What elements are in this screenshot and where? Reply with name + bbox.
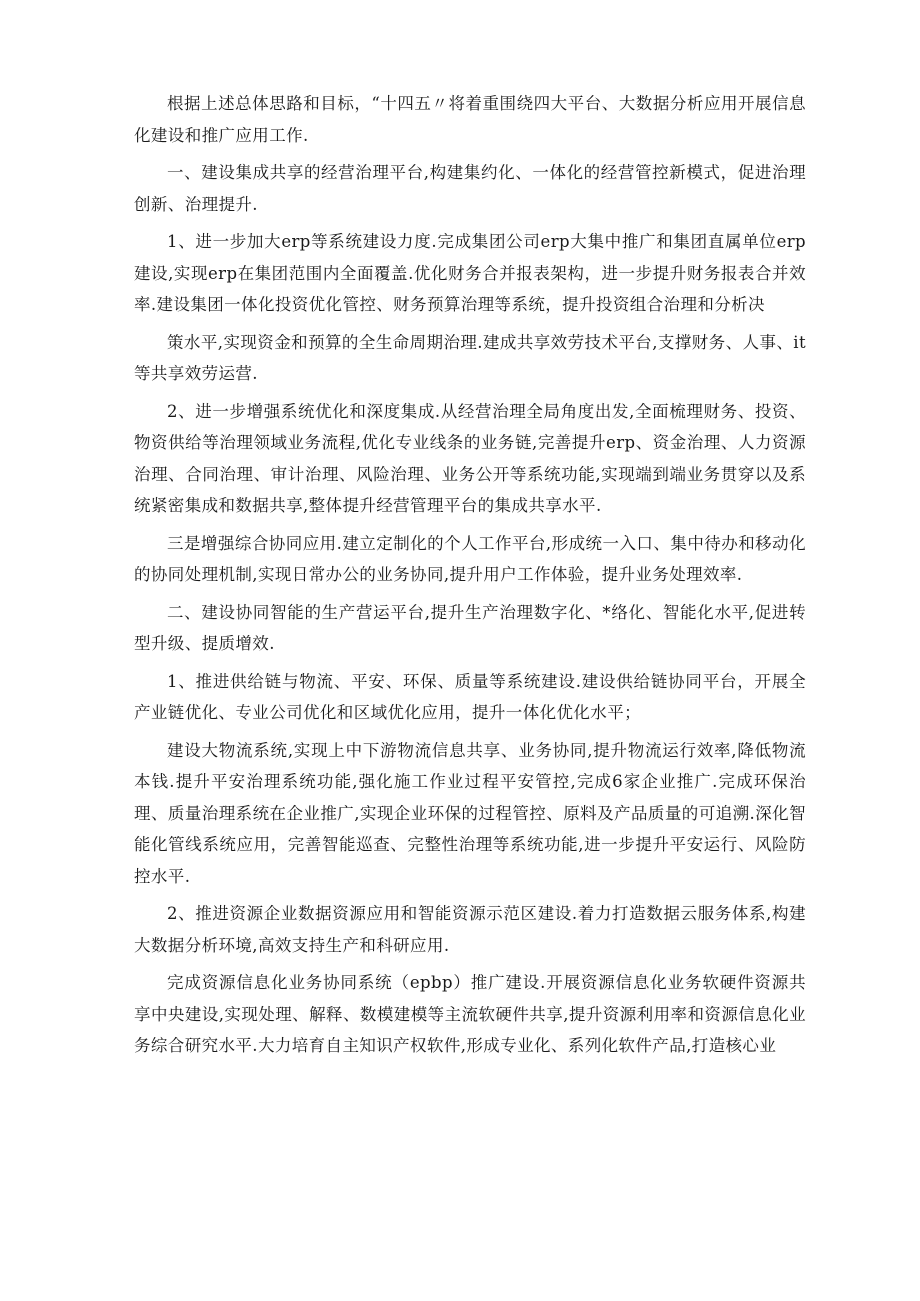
paragraph-item-1-2: 2、进一步增强系统优化和深度集成.从经营治理全局角度出发,全面梳理财务、投资、物资供给等治理领域业务流程,优化专业线条的业务链,完善提升erp、资金治理、人力资源治理、合同治理、审计治理、风险治理、业务公开等系统功能,实现端到端业务贯穿以及系统紧密集成和数据共享,整体提升经营管理平台的集成共享水平.: [134, 401, 806, 515]
paragraph-section-2-heading: 二、建设协同智能的生产营运平台,提升生产治理数字化、*络化、智能化水平,促进转型升级、提质增效.: [134, 602, 806, 653]
paragraph-item-1-1-continued: 策水平,实现资金和预算的全生命周期治理.建成共享效劳技术平台,支撑财务、人事、it等共享效劳运营.: [134, 332, 806, 383]
paragraph-item-2-1: 1、推进供给链与物流、平安、环保、质量等系统建设.建设供给链协同平台，开展全产业链优化、专业公司优化和区域优化应用，提升一体化优化水平；: [134, 671, 806, 722]
paragraph-item-2-1-continued: 建设大物流系统,实现上中下游物流信息共享、业务协同,提升物流运行效率,降低物流本钱.提升平安治理系统功能,强化施工作业过程平安管控,完成6家企业推广.完成环保治理、质量治理系统在企业推广,实现企业环保的过程管控、原料及产品质量的可追溯.深化智能化管线系统应用，完善智能巡查、完整性治理等系统功能,进一步提升平安运行、风险防控水平.: [134, 740, 806, 886]
paragraph-intro: 根据上述总体思路和目标，“十四五〃将着重围绕四大平台、大数据分析应用开展信息化建设和推广应用工作.: [134, 94, 806, 145]
paragraph-item-2-2-continued: 完成资源信息化业务协同系统（epbp）推广建设.开展资源信息化业务软硬件资源共享中央建设,实现处理、解释、数模建模等主流软硬件共享,提升资源利用率和资源信息化业务综合研究水平.大力培育自主知识产权软件,形成专业化、系列化软件产品,打造核心业: [134, 973, 806, 1055]
paragraph-item-2-2: 2、推进资源企业数据资源应用和智能资源示范区建设.着力打造数据云服务体系,构建大数据分析环境,高效支持生产和科研应用.: [134, 904, 806, 955]
paragraph-section-1-heading: 一、建设集成共享的经营治理平台,构建集约化、一体化的经营管控新模式，促进治理创新、治理提升.: [134, 163, 806, 214]
paragraph-item-1-3: 三是增强综合协同应用.建立定制化的个人工作平台,形成统一入口、集中待办和移动化的协同处理机制,实现日常办公的业务协同,提升用户工作体验，提升业务处理效率.: [134, 533, 806, 584]
paragraph-item-1-1: 1、进一步加大erp等系统建设力度.完成集团公司erp大集中推广和集团直属单位erp建设,实现erp在集团范围内全面覆盖.优化财务合并报表架构，进一步提升财务报表合并效率.建设集团一体化投资优化管控、财务预算治理等系统，提升投资组合治理和分析决: [134, 232, 806, 314]
document-body: [134, 88, 806, 1068]
